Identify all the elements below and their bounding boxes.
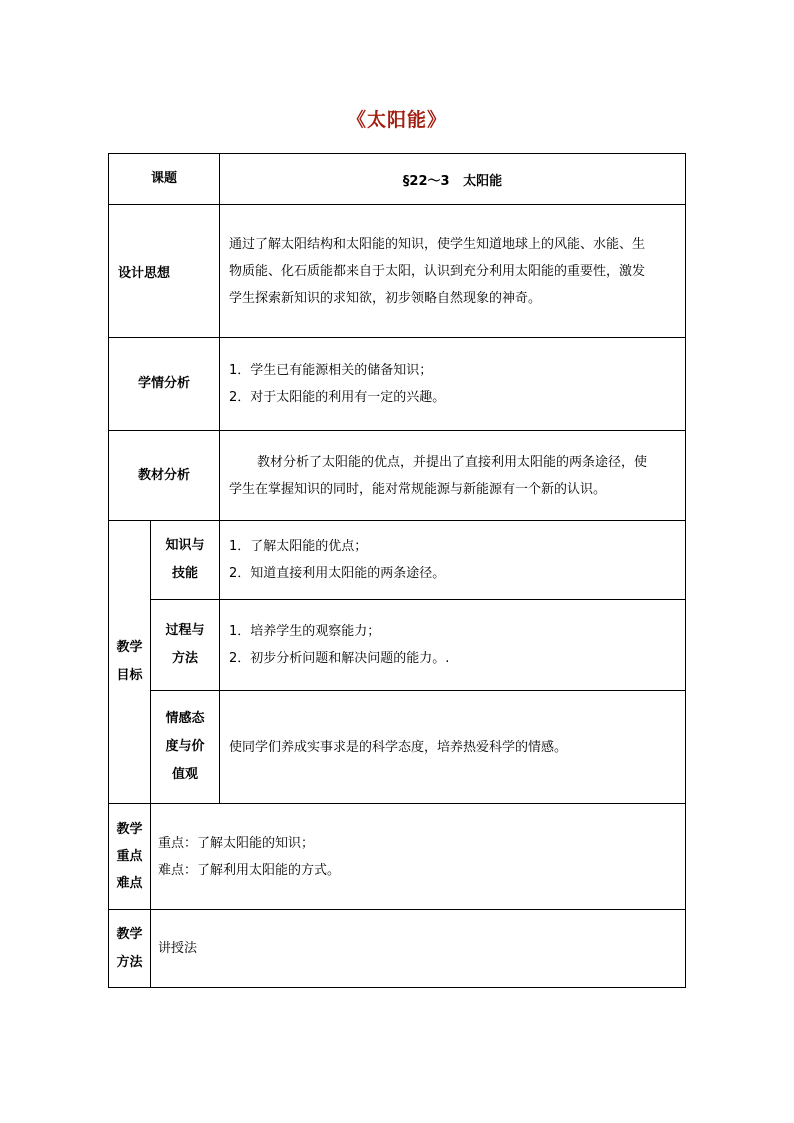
row-goal-process: [109, 600, 686, 691]
knowledge-line: 1．了解太阳能的优点；: [229, 539, 368, 554]
goals-label-line: 教学: [116, 640, 143, 655]
design-line: 学生探索新知识的求知欲，初步领略自然现象的神奇。: [229, 290, 542, 306]
process-label: [151, 600, 220, 691]
design-line: 通过了解太阳结构和太阳能的知识，使学生知道地球上的风能、水能、生: [229, 236, 646, 252]
material-line: 学生在掌握知识的同时，能对常规能源与新能源有一个新的认识。: [229, 481, 607, 497]
process-label-line: 过程与: [165, 623, 205, 638]
process-line: 2．初步分析问题和解决问题的能力。.: [229, 651, 450, 666]
material-line: 教材分析了太阳能的优点，并提出了直接利用太阳能的两条途径，使: [257, 454, 648, 470]
method-label-line: 方法: [116, 954, 143, 970]
keypoints-line: 难点：了解利用太阳能的方式。: [158, 862, 341, 878]
keypoints-label-line: 难点: [116, 876, 143, 891]
material-label: 教材分析: [109, 431, 220, 521]
process-label-line: 方法: [172, 651, 199, 666]
students-content: [220, 338, 686, 431]
row-design: [109, 205, 686, 338]
row-topic: [109, 154, 686, 205]
keypoints-label: [109, 804, 151, 910]
keypoints-content: [151, 804, 686, 910]
process-line: 1．培养学生的观察能力；: [229, 624, 381, 639]
topic-value: §22～3 太阳能: [220, 154, 686, 205]
emotion-label-line: 度与价: [165, 739, 205, 754]
emotion-label-line: 值观: [172, 767, 199, 782]
emotion-label-line: 情感态: [165, 711, 205, 726]
keypoints-line: 重点：了解太阳能的知识；: [158, 835, 315, 851]
topic-label: 课题: [109, 154, 220, 205]
students-label: 学情分析: [109, 338, 220, 431]
row-goal-knowledge: [109, 521, 686, 600]
emotion-label: [151, 691, 220, 804]
knowledge-label-line: 技能: [172, 566, 199, 581]
goals-label: [109, 521, 151, 804]
keypoints-label-line: 教学: [116, 822, 143, 837]
process-content: [220, 600, 686, 691]
row-method: [109, 910, 686, 988]
design-content: [220, 205, 686, 338]
row-students: [109, 338, 686, 431]
method-label-line: 教学: [116, 926, 143, 942]
students-line: 1．学生已有能源相关的储备知识；: [229, 363, 433, 378]
keypoints-label-line: 重点: [116, 849, 143, 864]
emotion-content: 使同学们养成实事求是的科学态度，培养热爱科学的情感。: [220, 691, 686, 804]
row-goal-emotion: [109, 691, 686, 804]
row-material: [109, 431, 686, 521]
method-content: 讲授法: [151, 910, 686, 988]
knowledge-label-line: 知识与: [165, 538, 205, 553]
lesson-plan-table: [108, 153, 686, 988]
row-keypoints: [109, 804, 686, 910]
knowledge-content: [220, 521, 686, 600]
students-line: 2．对于太阳能的利用有一定的兴趣。: [229, 390, 446, 405]
material-content: [220, 431, 686, 521]
knowledge-line: 2．知道直接利用太阳能的两条途径。: [229, 566, 446, 581]
document-title: 《太阳能》: [346, 109, 447, 131]
method-label: [109, 910, 151, 988]
design-label: 设计思想: [109, 205, 220, 338]
goals-label-line: 目标: [116, 668, 143, 683]
knowledge-label: [151, 521, 220, 600]
design-line: 物质能、化石质能都来自于太阳，认识到充分利用太阳能的重要性，激发: [229, 263, 646, 279]
